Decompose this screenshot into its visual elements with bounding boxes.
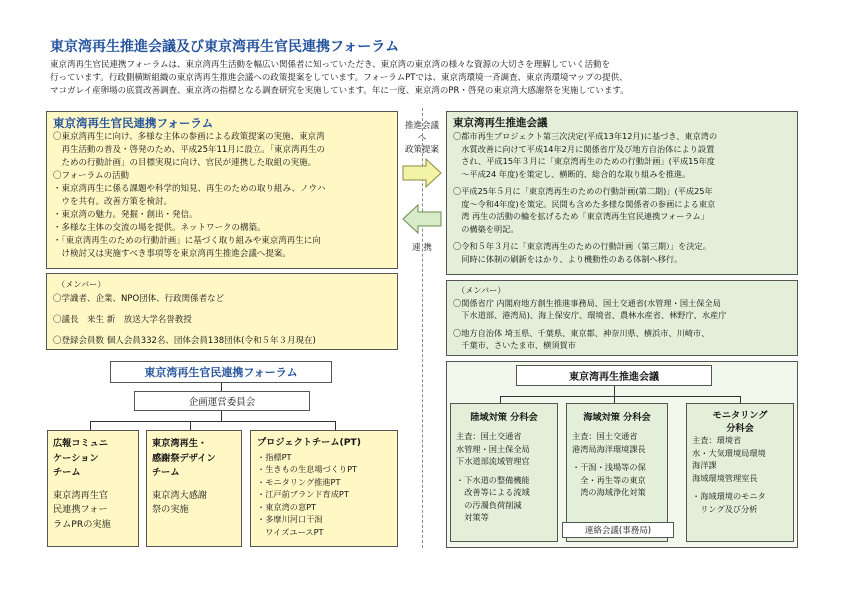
council-member-line: 下水道部、港湾局)、海上保安庁、環境省、農林水産省、林野庁、水産庁 [453,310,727,320]
forum-line: ・東京湾の魅力。発掘・創出・発信。 [53,210,198,220]
pr-team-box [47,430,139,547]
council-line: 水質改善に向けて平成14年2月に関係省庁及び地方自治体により設置 [453,143,715,154]
monitor-line: 水・大気環境局環境 [692,447,766,458]
pr-team-line: 広報コミュニ [53,438,108,449]
forum-heading: 東京湾再生官民連携フォーラム [53,116,214,130]
council-org-name-box: 東京湾再生推進会議 [516,365,712,386]
connector [90,421,335,422]
council-line: 〇令和５年３月に「東京湾再生のための行動計画（第三期）」を決定。 [453,241,711,251]
forum-member-line: 〇議長 来生 新 放送大学名誉教授 [53,314,192,325]
land-line: 下水道部流域管理官 [456,456,530,466]
council-line: 〇平成25年５月に「東京湾再生のための行動計画(第二期)」(平成25年 [453,186,713,196]
pr-team-line: チーム [53,467,81,478]
connector [190,421,191,430]
design-team-line: 東京湾大感謝 [152,489,208,501]
connector [500,396,501,403]
council-members-box [446,280,798,356]
intro-text [50,59,795,98]
design-team-line: 感謝祭デザイン [152,452,216,464]
liaison-meeting-box: 連絡会議(事務局) [562,522,674,538]
forum-line: ・東京湾再生に係る課題や科学的知見、再生のための取り組み、ノウハ [53,184,326,194]
page-title: 東京湾再生推進会議及び東京湾再生官民連携フォーラム [50,39,400,55]
monitoring-title-line: 分科会 [726,423,754,434]
council-member-line: 千葉市、さいたま市、横須賀市 [453,340,576,350]
forum-line: ウを共有。改善方策を検討。 [53,197,173,207]
project-team-item: ・指標PT [257,451,292,462]
monitoring-title-line: モニタリング [712,410,768,421]
proposal-label-line: 推進会議 [404,121,439,131]
proposal-label-line: 政策提案 [404,145,439,155]
policy-proposal-label [398,119,446,155]
connector [740,396,741,403]
monitor-line: 主査：環境省 [692,435,742,445]
sea-line: 湾の海域浄化対策 [572,487,646,497]
project-team-title: プロジェクトチーム(PT) [257,437,361,448]
project-team-item: ・江戸前ブランド育成PT [257,489,349,499]
monitor-line: リング及び分析 [692,503,758,514]
intro-line: 行っています。行政側横断組織の東京湾再生推進会議への政策提案をしています。フォーラムPTでは、東京湾環境一斉調査、東京湾環境マップの提供、 [50,73,628,83]
project-team-item: ・東京湾の窓PT [257,501,317,512]
project-team-item: ・生きもの生息場づくりPT [257,464,358,474]
forum-member-line: 〇学識者、企業、NPO団体、行政関係者など [53,293,225,304]
land-subcommittee-title: 陸域対策 分科会 [470,412,538,423]
proposal-label-line: へ [417,133,427,143]
council-description-box [446,111,798,275]
land-subcommittee-box [450,403,558,542]
project-team-box [250,430,398,547]
design-team-line: 祭の実施 [152,504,189,515]
forum-org-name-box: 東京湾再生官民連携フォーラム [110,361,332,383]
forum-members-label: （メンバー） [57,279,106,289]
right-arrow-icon [402,158,442,188]
forum-line: け検討又は実施すべき事項等を東京湾再生推進会議へ提案。 [53,249,291,259]
forum-members-box [46,273,398,350]
design-team-line: 東京湾再生・ [152,438,208,449]
council-line: 度～令和4年度)を策定。民間も含めた多様な関係者の参画による東京 [453,198,716,209]
land-line: 改善等による流域 [456,487,530,497]
project-team-item: ・多摩川河口干潟 [257,514,323,524]
council-line: 〇都市再生プロジェクト第三次決定(平成13年12月)に基づき、東京湾の [453,131,718,141]
land-line: 主査：国土交通省 [456,431,522,441]
forum-line: 〇東京湾再生に向け、多様な主体の参画による政策提案の実施、東京湾 [53,132,325,142]
council-line: 湾 再生の活動の輪を拡げるため「東京湾再生官民連携フォーラム」 [453,211,709,221]
monitor-line: 海洋課 [692,460,717,470]
land-line: の汚濁負荷削減 [456,499,522,510]
connector [221,411,222,421]
sea-line: ・干潟・浅場等の保 [572,462,646,472]
council-line: ～平成24 年度)を策定し、横断的、総合的な取り組みを推進。 [453,168,691,179]
forum-line: ・「東京湾再生のための行動計画」に基づく取り組みや東京湾再生に向 [53,236,321,246]
forum-description-box [46,111,398,269]
council-heading: 東京湾再生推進会議 [453,117,548,129]
land-line: 対策等 [456,512,489,522]
committee-box: 企画運営委員会 [134,391,310,411]
intro-line: マコガレイ産卵場の底質改善調査、東京湾の指標となる調査研究を実施しています。年に一度、東京湾のPR・啓発の東京湾大感謝祭を実施しています。 [50,86,629,96]
forum-line: ・多様な主体の交流の場を提供。ネットワークの構築。 [53,223,266,233]
monitor-line: ・海域環境のモニタ [692,491,766,501]
sea-line: 港湾局海洋環境課長 [572,443,646,454]
pr-team-line [53,481,133,489]
connector [221,383,222,391]
sea-line: 全・再生等の東京 [572,474,646,485]
cooperation-label: 連 携 [412,243,432,253]
land-line: ・下水道の整備機能 [456,474,530,485]
council-member-line: 〇関係省庁 内閣府地方創生推進事務局、国土交通省(水管理・国土保全局 [453,297,721,308]
council-line: の構築を明記。 [453,223,519,234]
sea-line: 主査：国土交通省 [572,431,638,441]
forum-line: 〇フォーラムの活動 [53,171,129,181]
connector [335,421,336,430]
connector [614,386,615,396]
design-team-box [146,430,242,547]
connector [90,421,91,430]
council-line: され、平成15年３月に「東京湾再生のための行動計画」(平成15年度 [453,156,715,166]
council-line: 同時に体制の刷新をはかり、より機動性のある体制へ移行。 [453,253,683,264]
pr-team-line: ケーション [53,452,99,464]
council-members-label: （メンバー） [457,285,506,295]
pr-team-line: 東京湾再生官 [53,489,109,501]
connector [614,396,615,403]
design-team-line [152,481,236,489]
connector [500,396,740,397]
monitoring-subcommittee-box [686,403,794,542]
monitor-line: 海域環境管理室長 [692,472,758,483]
pr-team-line: ラムPRの実施 [53,518,111,530]
left-arrow-icon [402,204,442,234]
project-team-item: ・モニタリング推進PT [257,476,341,487]
intro-line: 東京湾再生官民連携フォーラムは、東京湾再生活動を幅広い関係者に知っていただき、東京湾の東京湾の様々な資源の大切さを理解していく活動を [50,60,611,70]
forum-line: ための行動計画」の目標実現に向け、官民が連携した取組の実施。 [53,158,317,168]
forum-line: 再生活動の普及・啓発のため、平成25年11月に設立。「東京湾再生の [53,145,326,155]
pr-team-line: 民連携フォー [53,504,108,515]
land-line: 水管理・国土保全局 [456,443,530,454]
council-member-line: 〇地方自治体 埼玉県、千葉県、東京都、神奈川県、横浜市、川崎市、 [453,327,710,338]
design-team-line: チーム [152,467,180,478]
sea-subcommittee-title: 海域対策 分科会 [583,412,651,423]
forum-member-line: 〇登録会員数 個人会員332名、団体会員138団体(令和５年３月現在) [53,335,316,346]
project-team-item: ワイズユースPT [257,526,324,537]
